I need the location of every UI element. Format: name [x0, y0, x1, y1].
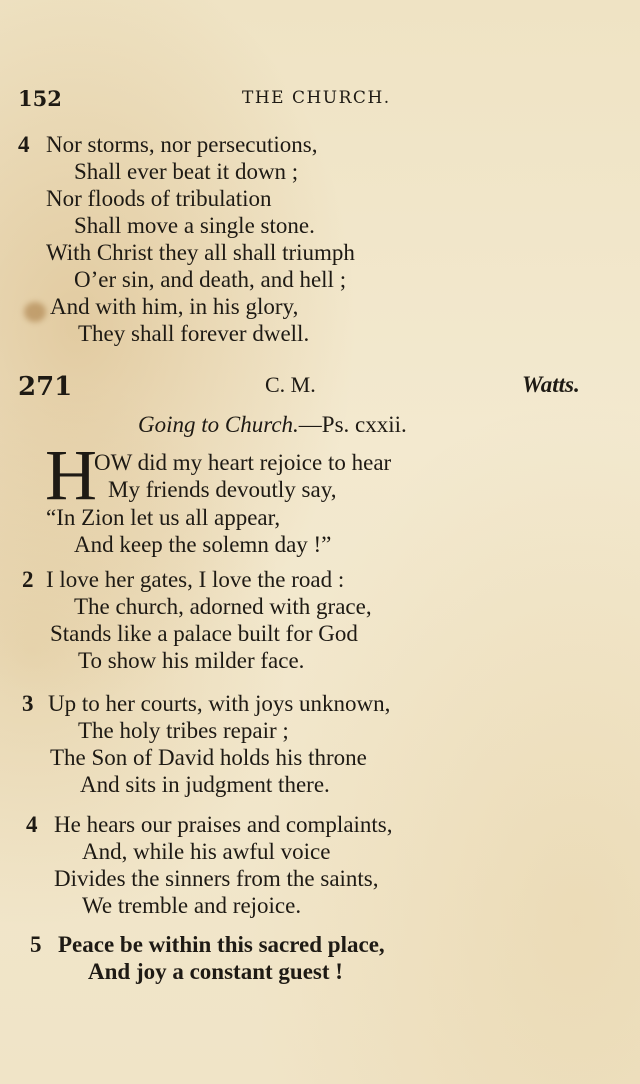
verse-line: Shall move a single stone. — [74, 213, 315, 238]
verse-line: Stands like a palace built for God — [50, 621, 358, 646]
verse-line: He hears our praises and complaints, — [54, 812, 393, 837]
verse-line: Shall ever beat it down ; — [74, 159, 299, 184]
hymn-author: Watts. — [522, 372, 580, 397]
verse-line: O’er sin, and death, and hell ; — [74, 267, 347, 292]
stanza-number: 4 — [26, 812, 38, 837]
stanza-number: 5 — [30, 932, 42, 957]
verse-line: And, while his awful voice — [82, 839, 331, 864]
hymn-meter: C. M. — [265, 372, 316, 397]
verse-line: And joy a constant guest ! — [88, 959, 343, 984]
verse-line: And keep the solemn day !” — [74, 532, 332, 557]
verse-line: With Christ they all shall triumph — [46, 240, 355, 265]
verse-line: “In Zion let us all appear, — [46, 505, 281, 530]
hymn-number: 271 — [18, 372, 73, 402]
verse-line: The Son of David holds his throne — [50, 745, 367, 770]
stanza-number: 3 — [22, 691, 34, 716]
verse-line: Peace be within this sacred place, — [58, 932, 385, 957]
drop-cap: H — [45, 435, 97, 515]
verse-line: Nor storms, nor persecutions, — [46, 132, 318, 157]
verse-line: The holy tribes repair ; — [78, 718, 289, 743]
verse-line: And sits in judgment there. — [80, 772, 330, 797]
subtitle-reference: —Ps. cxxii. — [298, 412, 407, 437]
stanza-number: 4 — [18, 132, 30, 157]
verse-line: To show his milder face. — [78, 648, 305, 673]
verse-line: Divides the sinners from the saints, — [54, 866, 379, 891]
page-number: 152 — [18, 86, 62, 111]
verse-line: I love her gates, I love the road : — [46, 567, 345, 592]
verse-line: OW did my heart rejoice to hear — [94, 450, 392, 475]
verse-line: And with him, in his glory, — [50, 294, 299, 319]
verse-line: We tremble and rejoice. — [82, 893, 302, 918]
verse-line: The church, adorned with grace, — [74, 594, 372, 619]
stanza-number: 2 — [22, 567, 34, 592]
page-stain — [24, 302, 46, 322]
verse-line: They shall forever dwell. — [78, 321, 310, 346]
subtitle-title: Going to Church. — [138, 412, 299, 437]
verse-line: Nor floods of tribulation — [46, 186, 272, 211]
page-header — [18, 86, 618, 116]
verse-line: My friends devoutly say, — [108, 477, 337, 502]
hymn-subtitle — [138, 412, 407, 438]
running-head: THE CHURCH. — [242, 88, 391, 108]
verse-line: Up to her courts, with joys unknown, — [48, 691, 391, 716]
